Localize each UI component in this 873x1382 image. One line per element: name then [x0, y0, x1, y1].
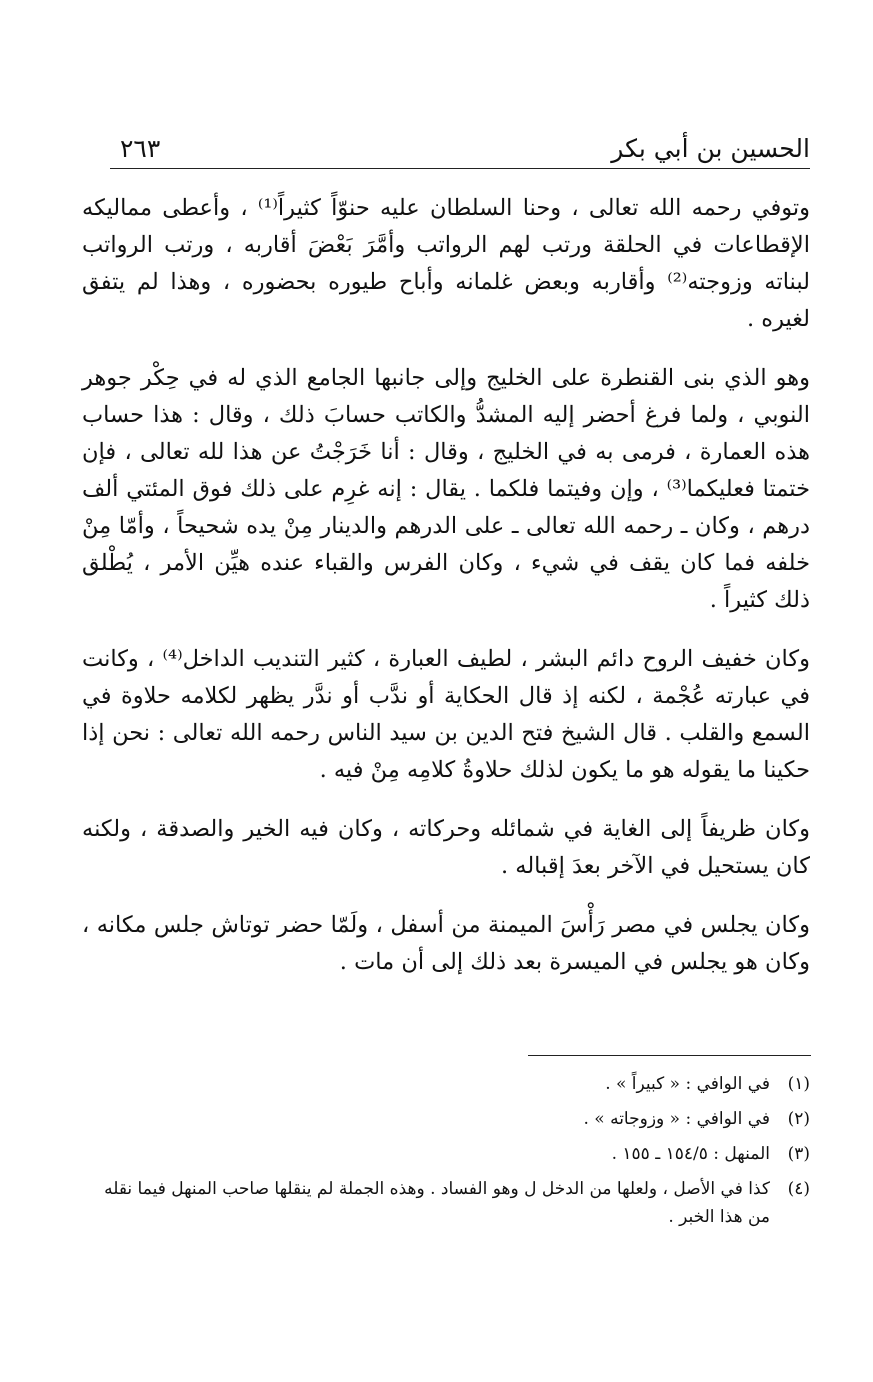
- paragraph-2: وهو الذي بنى القنطرة على الخليج وإلى جانبها الجامع الذي له في حِكْر جوهر النوبي ، ولما فرغ أحضر إليه المشدُّ والكاتب حسابَ ذلك ، وقال : هذا حساب هذه العمارة ، فرمى به في الخليج ، وقال : أنا خَرَجْتُ عن هذا لله تعالى ، فإن ختمتا فعليكما⁽³⁾ ، وإن وفيتما فلكما . يقال : إنه غرِم على ذلك فوق المئتي ألف درهم ، وكان ـ رحمه الله تعالى ـ على الدرهم والدينار مِنْ يده شحيحاً ، وأمّا مِنْ خلفه فما كان يقف في شيء ، وكان الفرس والقباء عنده هيِّن الأمر ، يُطْلق ذلك كثيراً .: [82, 365, 811, 613]
- footnote-2: [82, 1105, 810, 1133]
- footnote-4: [82, 1175, 810, 1231]
- paragraph-5: وكان يجلس في مصر رَأْسَ الميمنة من أسفل ، ولَمّا حضر توتاش جلس مكانه ، وكان هو يجلس في الميسرة بعد ذلك إلى أن مات .: [82, 912, 810, 975]
- footnote-number: (٤): [787, 1179, 810, 1199]
- footnote-number: (٢): [787, 1109, 810, 1129]
- footnotes: [82, 1070, 810, 1238]
- footnote-number: (١): [787, 1074, 810, 1094]
- footnote-3: [82, 1140, 810, 1168]
- footnote-text: كذا في الأصل ، ولعلها من الدخل ل وهو الفساد . وهذه الجملة لم ينقلها صاحب المنهل فيما نقله من هذا الخبر .: [104, 1179, 770, 1227]
- footnote-text: في الوافي : « كبيراً » .: [605, 1074, 770, 1094]
- footnote-text: في الوافي : « وزوجاته » .: [583, 1109, 770, 1129]
- footnote-text: المنهل : ١٥٤/٥ ـ ١٥٥ .: [611, 1144, 770, 1164]
- page-number: ٢٦٣: [120, 134, 161, 163]
- paragraph-4: وكان ظريفاً إلى الغاية في شمائله وحركاته ، وكان فيه الخير والصدقة ، ولكنه كان يستحيل في الآخر بعدَ إقباله .: [82, 816, 810, 879]
- footnote-separator: [528, 1055, 811, 1056]
- paragraph-3: وكان خفيف الروح دائم البشر ، لطيف العبارة ، كثير التنديب الداخل⁽⁴⁾ ، وكانت في عبارته عُجْمة ، لكنه إذ قال الحكاية أو ندَّب أو ندَّر يظهر لكلامه حلاوة في السمع والقلب . قال الشيخ فتح الدين بن سيد الناس رحمه الله تعالى : نحن إذا حكينا ما يقوله هو ما يكون لذلك حلاوةُ كلامِه مِنْ فيه .: [82, 646, 810, 783]
- main-text: [82, 190, 810, 1003]
- chapter-title: الحسين بن أبي بكر: [611, 134, 810, 163]
- footnote-number: (٣): [787, 1144, 810, 1164]
- running-header: [110, 128, 810, 169]
- footnote-1: [82, 1070, 810, 1098]
- paragraph-1: وتوفي رحمه الله تعالى ، وحنا السلطان عليه حنوّاً كثيراً⁽¹⁾ ، وأعطى مماليكه الإقطاعات في الحلقة ورتب لهم الرواتب وأمَّرَ بَعْضَ أقاربه ، ورتب الرواتب لبناته وزوجته⁽²⁾ وأقاربه وبعض غلمانه وأباح طيوره بحضوره ، وهذا لم يتفق لغيره .: [82, 195, 810, 332]
